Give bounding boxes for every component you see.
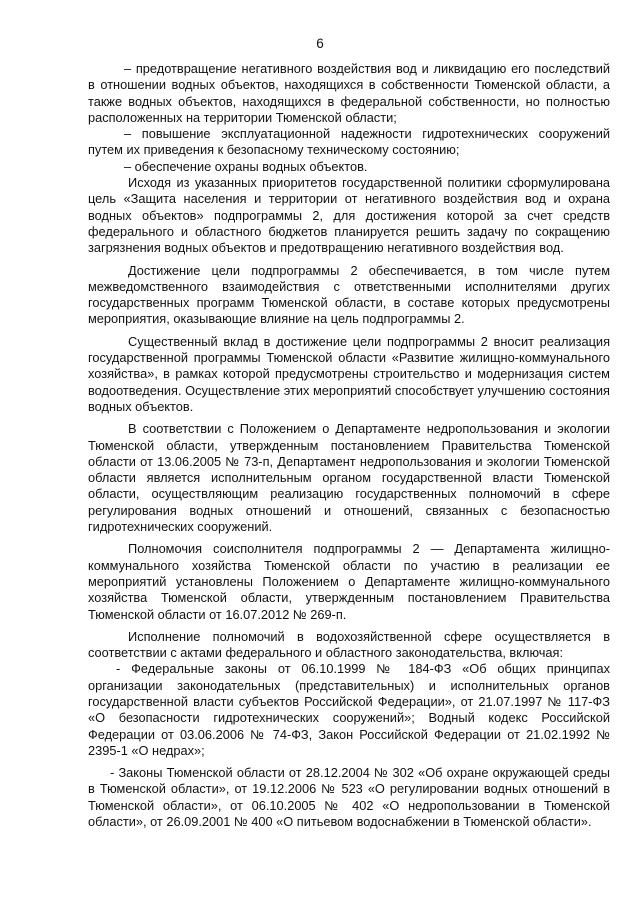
paragraph-bullet-prevention: – предотвращение негативного воздействия вод и ликвидацию его последствий в отношении водных объектов, находящихся в собственности Тюменской области, а также водных объектов, находящихся в федеральной собственности, но полностью расположенных на территории Тюменской области; [88,61,610,125]
paragraph-coexecutor: Полномочия соисполнителя подпрограммы 2 — Департамента жилищно-коммунального хозяйства Тюменской области по участию в реализации ее мероприятий установлены Положением о Департаменте жилищно-коммунального хозяйства Тюменской области, утвержденным постановлением Правительства Тюменской области от 16.07.2012 № 269-п. [88,541,610,622]
document-body [88,61,610,830]
paragraph-achievement: Достижение цели подпрограммы 2 обеспечивается, в том числе путем межведомственного взаимодействия с ответственными исполнителями других государственных программ Тюменской области, в составе которых предусмотрены мероприятия, оказывающие влияние на цель подпрограммы 2. [88,262,610,327]
paragraph-regional-laws: - Законы Тюменской области от 28.12.2004 № 302 «Об охране окружающей среды в Тюменской области», от 19.12.2006 № 523 «О регулировании водных отношений в Тюменской области», от 06.10.2005 № 402 «О недропользовании в Тюменской области», от 26.09.2001 № 400 «О питьевом водоснабжении в Тюменской области». [88,765,610,830]
paragraph-legislation-intro: Исполнение полномочий в водохозяйственной сфере осуществляется в соответствии с актами федерального и областного законодательства, включая: [88,628,610,661]
paragraph-bullet-reliability: – повышение эксплуатационной надежности гидротехнических сооружений путем их приведения к безопасному техническому состоянию; [88,126,610,158]
paragraph-federal-laws: - Федеральные законы от 06.10.1999 № 184-ФЗ «Об общих принципах организации законодательных (представительных) и исполнительных органов государственной власти субъектов Российской Федерации», от 21.07.1997 № 117-ФЗ «О безопасности гидротехнических сооружений»; Водный кодекс Российской Федерации от 03.06.2006 № 74-ФЗ, Закон Российской Федерации от 21.02.1992 № 2395-1 «О недрах»; [88,661,610,758]
paragraph-bullet-protection: – обеспечение охраны водных объектов. [124,158,368,174]
paragraph-goal: Исходя из указанных приоритетов государственной политики сформулирована цель «Защита населения и территории от негативного воздействия вод и охрана водных объектов» подпрограммы 2, для достижения которой за счет средств федерального и областного бюджетов планируется решить задачу по сокращению загрязнения водных объектов и предотвращению негативного воздействия вод. [88,175,610,256]
page-number: 6 [316,36,324,51]
paragraph-department-ecology: В соответствии с Положением о Департаменте недропользования и экологии Тюменской области, утвержденным постановлением Правительства Тюменской области от 13.06.2005 № 73-п, Департамент недропользования и экологии Тюменской области является исполнительным органом государственной власти Тюменской области, осуществляющим реализацию государственных полномочий в сфере регулирования водных отношений и отношений, связанных с безопасностью гидротехнических сооружений. [88,421,610,535]
paragraph-contribution: Существенный вклад в достижение цели подпрограммы 2 вносит реализация государственной программы Тюменской области «Развитие жилищно-коммунального хозяйства», в рамках которой предусмотрены строительство и модернизация систем водоотведения. Осуществление этих мероприятий способствует улучшению состояния водных объектов. [88,333,610,414]
